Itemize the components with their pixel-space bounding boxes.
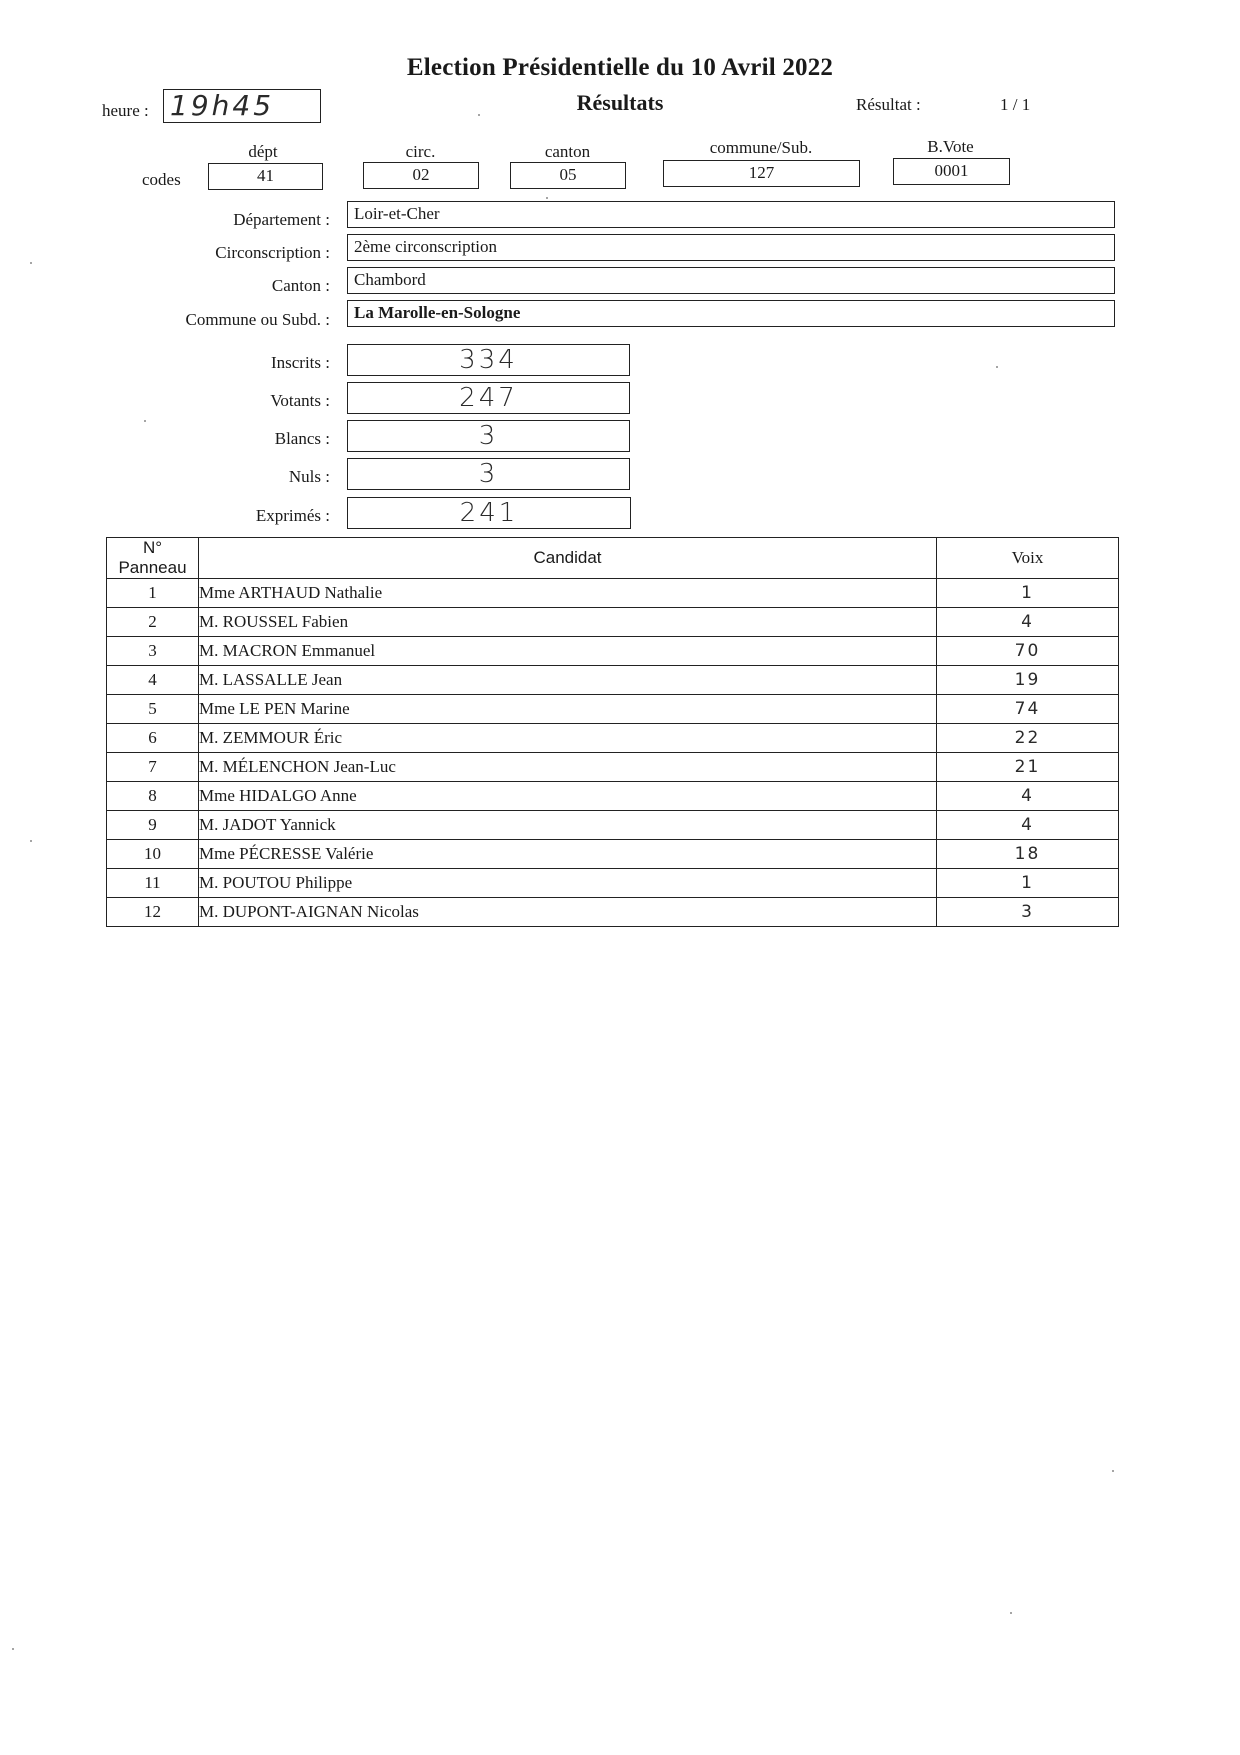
row-num: 9 xyxy=(107,811,199,840)
table-row xyxy=(107,782,1119,811)
row-num: 6 xyxy=(107,724,199,753)
exprimes-label: Exprimés : xyxy=(255,506,330,525)
departement-field: Loir-et-Cher xyxy=(347,201,1115,228)
row-voix: 70 xyxy=(937,637,1119,666)
circ-code-label: circ. xyxy=(405,142,436,161)
row-num: 8 xyxy=(107,782,199,811)
scan-speck xyxy=(30,840,32,842)
canton-code-label: canton xyxy=(544,142,591,161)
scan-speck xyxy=(144,420,146,422)
circonscription-field: 2ème circonscription xyxy=(347,234,1115,261)
bvote-code-label: B.Vote xyxy=(927,137,974,156)
row-num: 7 xyxy=(107,753,199,782)
circonscription-label: Circonscription : xyxy=(215,243,330,262)
scan-speck xyxy=(996,366,998,368)
row-candidat: Mme ARTHAUD Nathalie xyxy=(199,579,937,608)
blancs-label: Blancs : xyxy=(274,429,330,448)
row-voix: 22 xyxy=(937,724,1119,753)
row-num: 11 xyxy=(107,869,199,898)
codes-label: codes xyxy=(142,170,181,189)
row-candidat: M. LASSALLE Jean xyxy=(199,666,937,695)
nuls-field: 3 xyxy=(347,458,630,490)
commune-field: La Marolle-en-Sologne xyxy=(347,300,1115,327)
document-title: Election Présidentielle du 10 Avril 2022 xyxy=(406,54,834,81)
nuls-label: Nuls : xyxy=(288,467,330,486)
exprimes-field: 241 xyxy=(347,497,631,529)
heure-label: heure : xyxy=(102,101,149,120)
inscrits-label: Inscrits : xyxy=(270,353,330,372)
row-candidat: M. MÉLENCHON Jean-Luc xyxy=(199,753,937,782)
row-num: 12 xyxy=(107,898,199,927)
blancs-field: 3 xyxy=(347,420,630,452)
row-num: 1 xyxy=(107,579,199,608)
results-table xyxy=(106,537,1119,927)
row-num: 3 xyxy=(107,637,199,666)
resultat-value: 1 / 1 xyxy=(1000,95,1031,114)
scan-speck xyxy=(1112,1470,1114,1472)
commune-code-label: commune/Sub. xyxy=(709,138,813,157)
row-candidat: Mme PÉCRESSE Valérie xyxy=(199,840,937,869)
circ-code-field: 02 xyxy=(363,162,479,189)
row-candidat: Mme HIDALGO Anne xyxy=(199,782,937,811)
table-row xyxy=(107,753,1119,782)
results-header-row xyxy=(107,538,1119,579)
votants-label: Votants : xyxy=(270,391,330,410)
scan-speck xyxy=(30,262,32,264)
column-header-candidat: Candidat xyxy=(199,538,937,579)
scan-speck xyxy=(546,197,548,199)
row-num: 10 xyxy=(107,840,199,869)
table-row xyxy=(107,608,1119,637)
table-row xyxy=(107,637,1119,666)
scan-speck xyxy=(1010,1612,1012,1614)
row-candidat: Mme LE PEN Marine xyxy=(199,695,937,724)
canton-code-field: 05 xyxy=(510,162,626,189)
table-row xyxy=(107,579,1119,608)
document-subtitle: Résultats xyxy=(576,90,664,115)
resultat-label: Résultat : xyxy=(856,95,921,114)
table-row xyxy=(107,724,1119,753)
bvote-code-field: 0001 xyxy=(893,158,1010,185)
heure-field: 19h45 xyxy=(163,89,321,123)
commune-label: Commune ou Subd. : xyxy=(185,310,330,329)
row-candidat: M. MACRON Emmanuel xyxy=(199,637,937,666)
row-voix: 21 xyxy=(937,753,1119,782)
inscrits-field: 334 xyxy=(347,344,630,376)
row-voix: 4 xyxy=(937,608,1119,637)
row-candidat: M. ROUSSEL Fabien xyxy=(199,608,937,637)
row-num: 5 xyxy=(107,695,199,724)
departement-label: Département : xyxy=(233,210,330,229)
dept-code-field: 41 xyxy=(208,163,323,190)
table-row xyxy=(107,695,1119,724)
row-candidat: M. JADOT Yannick xyxy=(199,811,937,840)
row-candidat: M. ZEMMOUR Éric xyxy=(199,724,937,753)
row-voix: 1 xyxy=(937,869,1119,898)
table-row xyxy=(107,811,1119,840)
row-candidat: M. DUPONT-AIGNAN Nicolas xyxy=(199,898,937,927)
row-voix: 74 xyxy=(937,695,1119,724)
column-header-num: N° Panneau xyxy=(107,538,199,579)
table-row xyxy=(107,840,1119,869)
canton-label: Canton : xyxy=(271,276,330,295)
scan-speck xyxy=(12,1648,14,1650)
row-num: 2 xyxy=(107,608,199,637)
canton-field: Chambord xyxy=(347,267,1115,294)
row-voix: 18 xyxy=(937,840,1119,869)
row-voix: 19 xyxy=(937,666,1119,695)
row-num: 4 xyxy=(107,666,199,695)
table-row xyxy=(107,898,1119,927)
row-candidat: M. POUTOU Philippe xyxy=(199,869,937,898)
table-row xyxy=(107,869,1119,898)
commune-code-field: 127 xyxy=(663,160,860,187)
table-row xyxy=(107,666,1119,695)
row-voix: 4 xyxy=(937,782,1119,811)
column-header-voix: Voix xyxy=(937,538,1119,579)
row-voix: 3 xyxy=(937,898,1119,927)
row-voix: 4 xyxy=(937,811,1119,840)
dept-code-label: dépt xyxy=(248,142,278,161)
row-voix: 1 xyxy=(937,579,1119,608)
votants-field: 247 xyxy=(347,382,630,414)
scan-speck xyxy=(478,114,480,116)
